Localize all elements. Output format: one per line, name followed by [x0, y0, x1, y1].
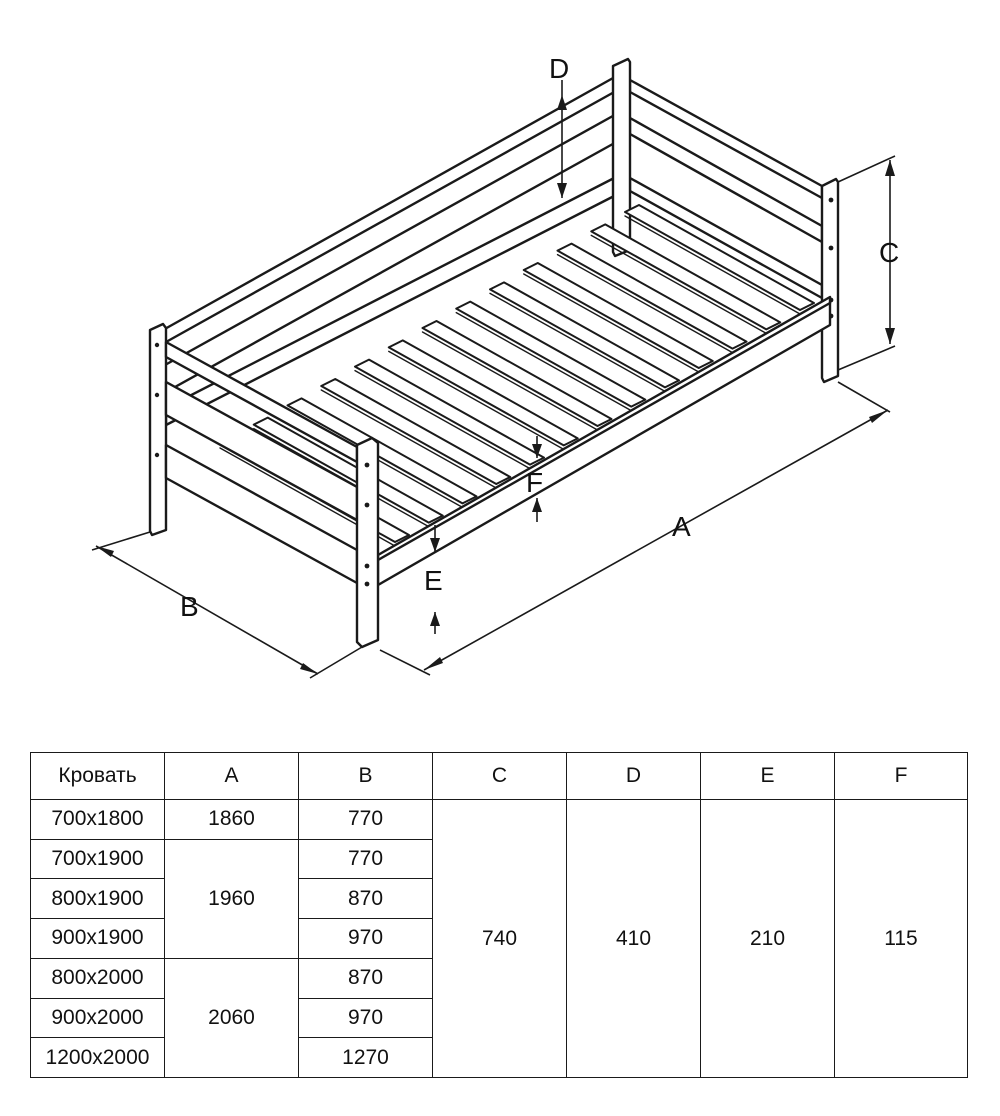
- a-value-cell: 2060: [165, 958, 299, 1077]
- label-c: C: [879, 237, 900, 268]
- header-c: C: [433, 753, 567, 800]
- b-value-cell: 970: [299, 919, 433, 959]
- header-d: D: [567, 753, 701, 800]
- b-value-cell: 970: [299, 998, 433, 1038]
- header-b: B: [299, 753, 433, 800]
- header-bed: Кровать: [31, 753, 165, 800]
- bed-size-cell: 900x2000: [31, 998, 165, 1038]
- label-e: E: [424, 565, 443, 596]
- label-f: F: [526, 467, 544, 498]
- header-a: A: [165, 753, 299, 800]
- label-b: B: [180, 591, 199, 622]
- dimensions-table: [30, 752, 968, 1078]
- e-value-cell: 210: [701, 800, 835, 1078]
- b-value-cell: 870: [299, 958, 433, 998]
- b-value-cell: 1270: [299, 1038, 433, 1078]
- bed-size-cell: 1200x2000: [31, 1038, 165, 1078]
- table-row: [31, 800, 968, 840]
- header-e: E: [701, 753, 835, 800]
- f-value-cell: 115: [835, 800, 968, 1078]
- bed-size-cell: 700x1900: [31, 839, 165, 879]
- bed-size-cell: 800x2000: [31, 958, 165, 998]
- dimension-c: [838, 156, 899, 370]
- front-right-post: [822, 179, 838, 382]
- front-left-post: [357, 438, 378, 647]
- right-headboard-rail-3: [630, 178, 822, 298]
- bed-size-cell: 900x1900: [31, 919, 165, 959]
- bed-size-cell: 800x1900: [31, 879, 165, 919]
- b-value-cell: 870: [299, 879, 433, 919]
- bed-frame: [150, 59, 838, 647]
- b-value-cell: 770: [299, 839, 433, 879]
- back-left-post: [150, 324, 166, 535]
- label-a: A: [672, 511, 691, 542]
- d-value-cell: 410: [567, 800, 701, 1078]
- bed-size-cell: 700x1800: [31, 800, 165, 840]
- a-value-cell: 1960: [165, 839, 299, 958]
- header-f: F: [835, 753, 968, 800]
- c-value-cell: 740: [433, 800, 567, 1078]
- back-right-post: [613, 59, 630, 256]
- label-d: D: [549, 53, 570, 84]
- b-value-cell: 770: [299, 800, 433, 840]
- table-header-row: [31, 753, 968, 800]
- a-value-cell: 1860: [165, 800, 299, 840]
